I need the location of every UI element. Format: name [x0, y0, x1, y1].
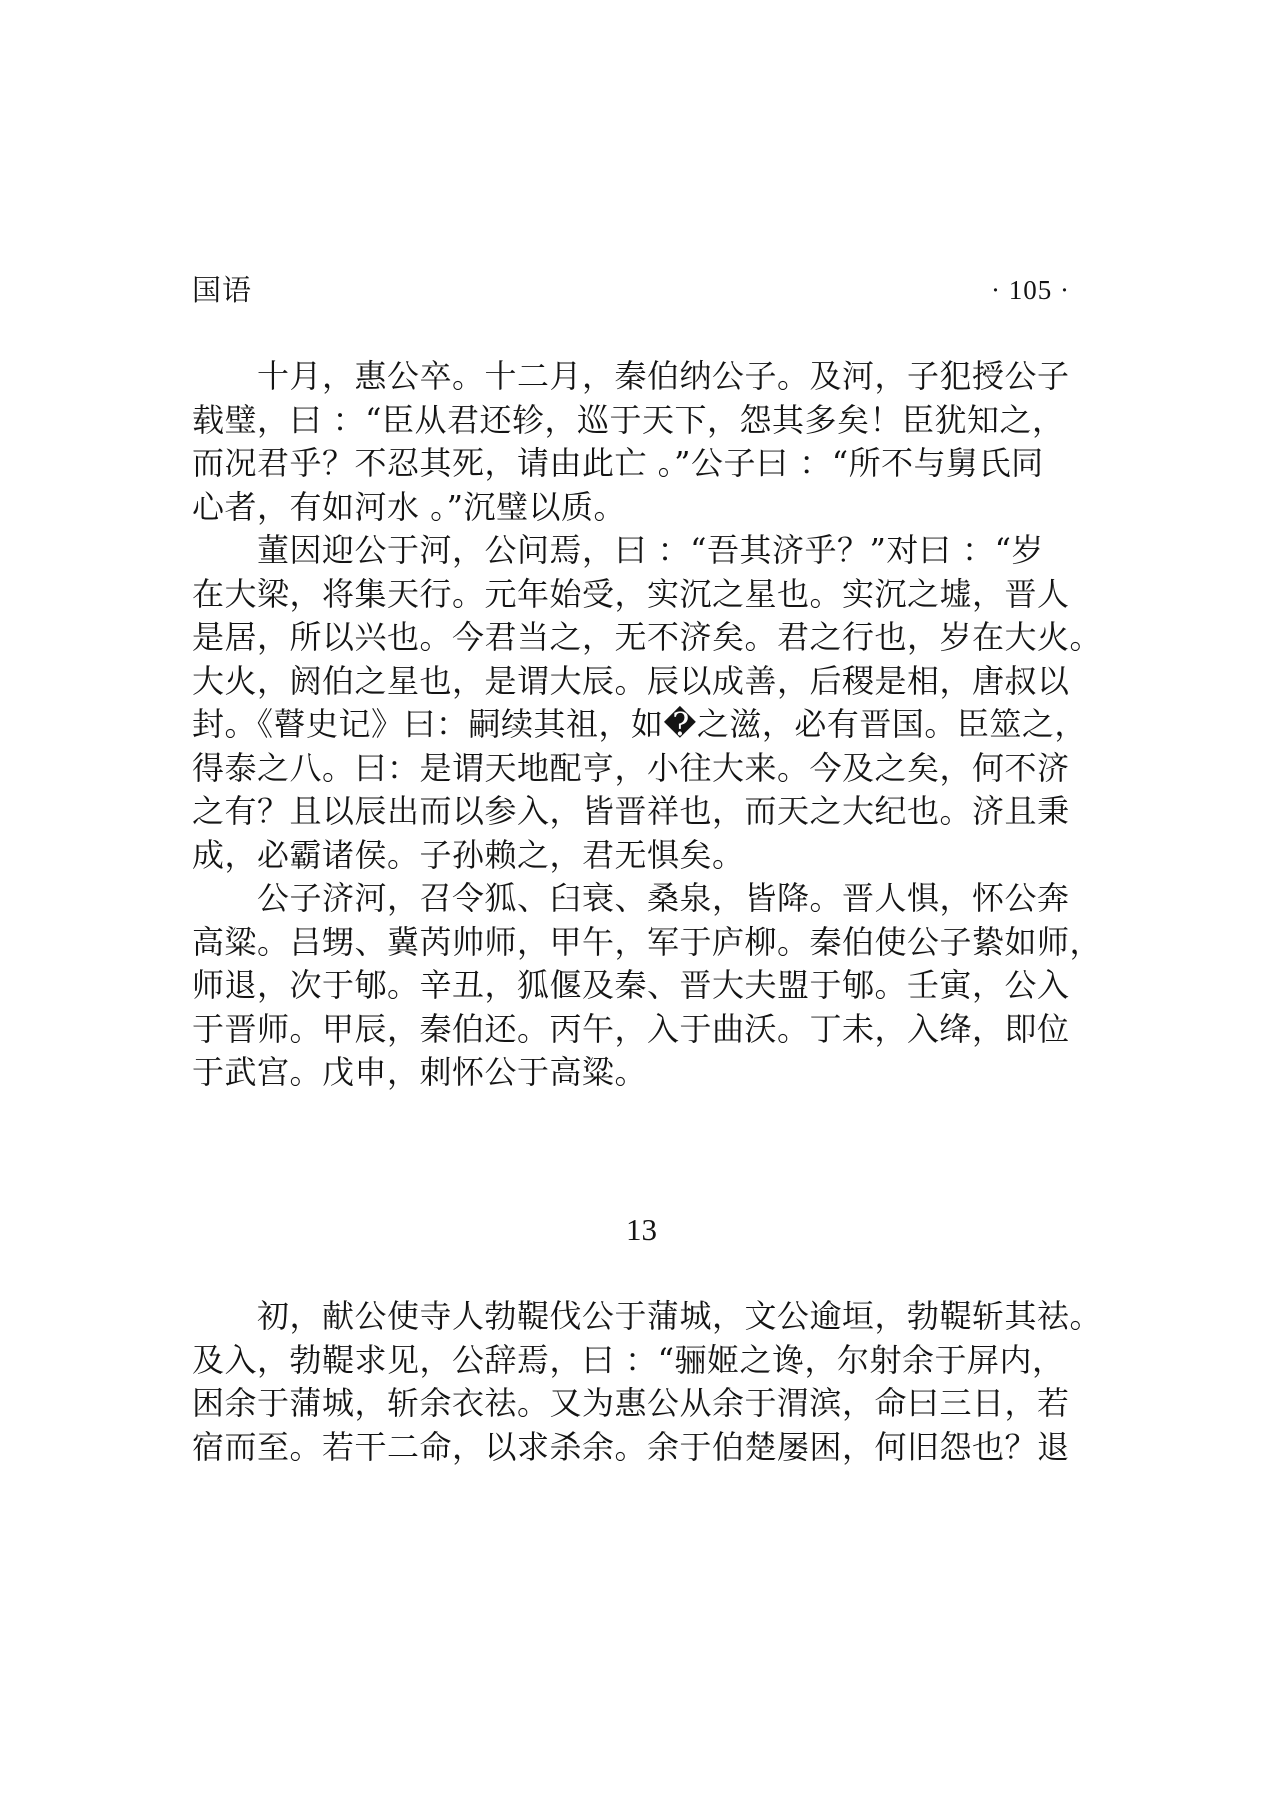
paragraph-line: 十月，惠公卒。十二月，秦伯纳公子。及河，子犯授公子 — [257, 357, 1070, 395]
paragraph-line: 在大梁，将集天行。元年始受，实沉之星也。实沉之墟，晋人 — [192, 574, 1070, 613]
page-number: · 105 · — [991, 275, 1070, 305]
paragraph-line: 之有？且以辰出而以参入，皆晋祥也，而天之大纪也。济且秉 — [192, 792, 1070, 830]
paragraph-line: 是居，所以兴也。今君当之，无不济矣。君之行也，岁在大火。 — [192, 618, 1103, 656]
paragraph-line: 大火，阏伯之星也，是谓大辰。辰以成善，后稷是相，唐叔以 — [192, 661, 1070, 700]
paragraph-line: 及入，勃鞮求见，公辞焉，曰 ：“骊姬之谗，尔射余于屏内， — [192, 1340, 1065, 1379]
paragraph-line: 于武宫。戊申，刺怀公于高粱。 — [192, 1053, 648, 1091]
paragraph-line: 载璧，曰 ：“臣从君还轸，巡于天下，怨其多矣！臣犹知之， — [192, 400, 1065, 439]
paragraph-line: 得泰之八。曰：是谓天地配亨，小往大来。今及之矣，何不济 — [192, 748, 1070, 787]
paragraph-line: 师退，次于郇。辛丑，狐偃及秦、晋大夫盟于郇。壬寅，公入 — [192, 966, 1070, 1004]
paragraph-line: 于晋师。甲辰，秦伯还。丙午，入于曲沃。丁未，入绛，即位 — [192, 1009, 1070, 1048]
paragraph-line: 宿而至。若干二命，以求杀余。余于伯楚屡困，何旧怨也？退 — [192, 1427, 1070, 1466]
paragraph-line: 而况君乎？不忍其死，请由此亡 。”公子曰 ：“所不与舅氏同 — [192, 444, 1044, 482]
paragraph-line: 高粱。吕甥、冀芮帅师，甲午，军于庐柳。秦伯使公子絷如师， — [192, 922, 1103, 961]
paragraph-line: 心者，有如河水 。”沉璧以质。 — [192, 487, 627, 526]
text-block-section-13 — [192, 1295, 1102, 1469]
paragraph-line: 成，必霸诸侯。子孙赖之，君无惧矣。 — [192, 835, 745, 874]
paragraph-line: 封。《瞽史记》曰：嗣续其祖，如�之滋，必有晋国。臣筮之， — [192, 705, 1087, 743]
book-title: 国语 — [192, 273, 253, 307]
paragraph-line: 初，献公使寺人勃鞮伐公于蒲城，文公逾垣，勃鞮斩其祛。 — [257, 1297, 1103, 1335]
page-header — [192, 268, 1082, 312]
text-block-section-12 — [192, 355, 1102, 1095]
paragraph-line: 公子济河，召令狐、臼衰、桑泉，皆降。晋人惧，怀公奔 — [257, 879, 1070, 917]
paragraph-line: 困余于蒲城，斩余衣祛。又为惠公从余于渭滨，命曰三日，若 — [192, 1384, 1070, 1422]
section-number: 13 — [626, 1212, 657, 1247]
paragraph-line: 董因迎公于河，公问焉，曰 ：“吾其济乎？”对曰 ：“岁 — [257, 531, 1044, 569]
